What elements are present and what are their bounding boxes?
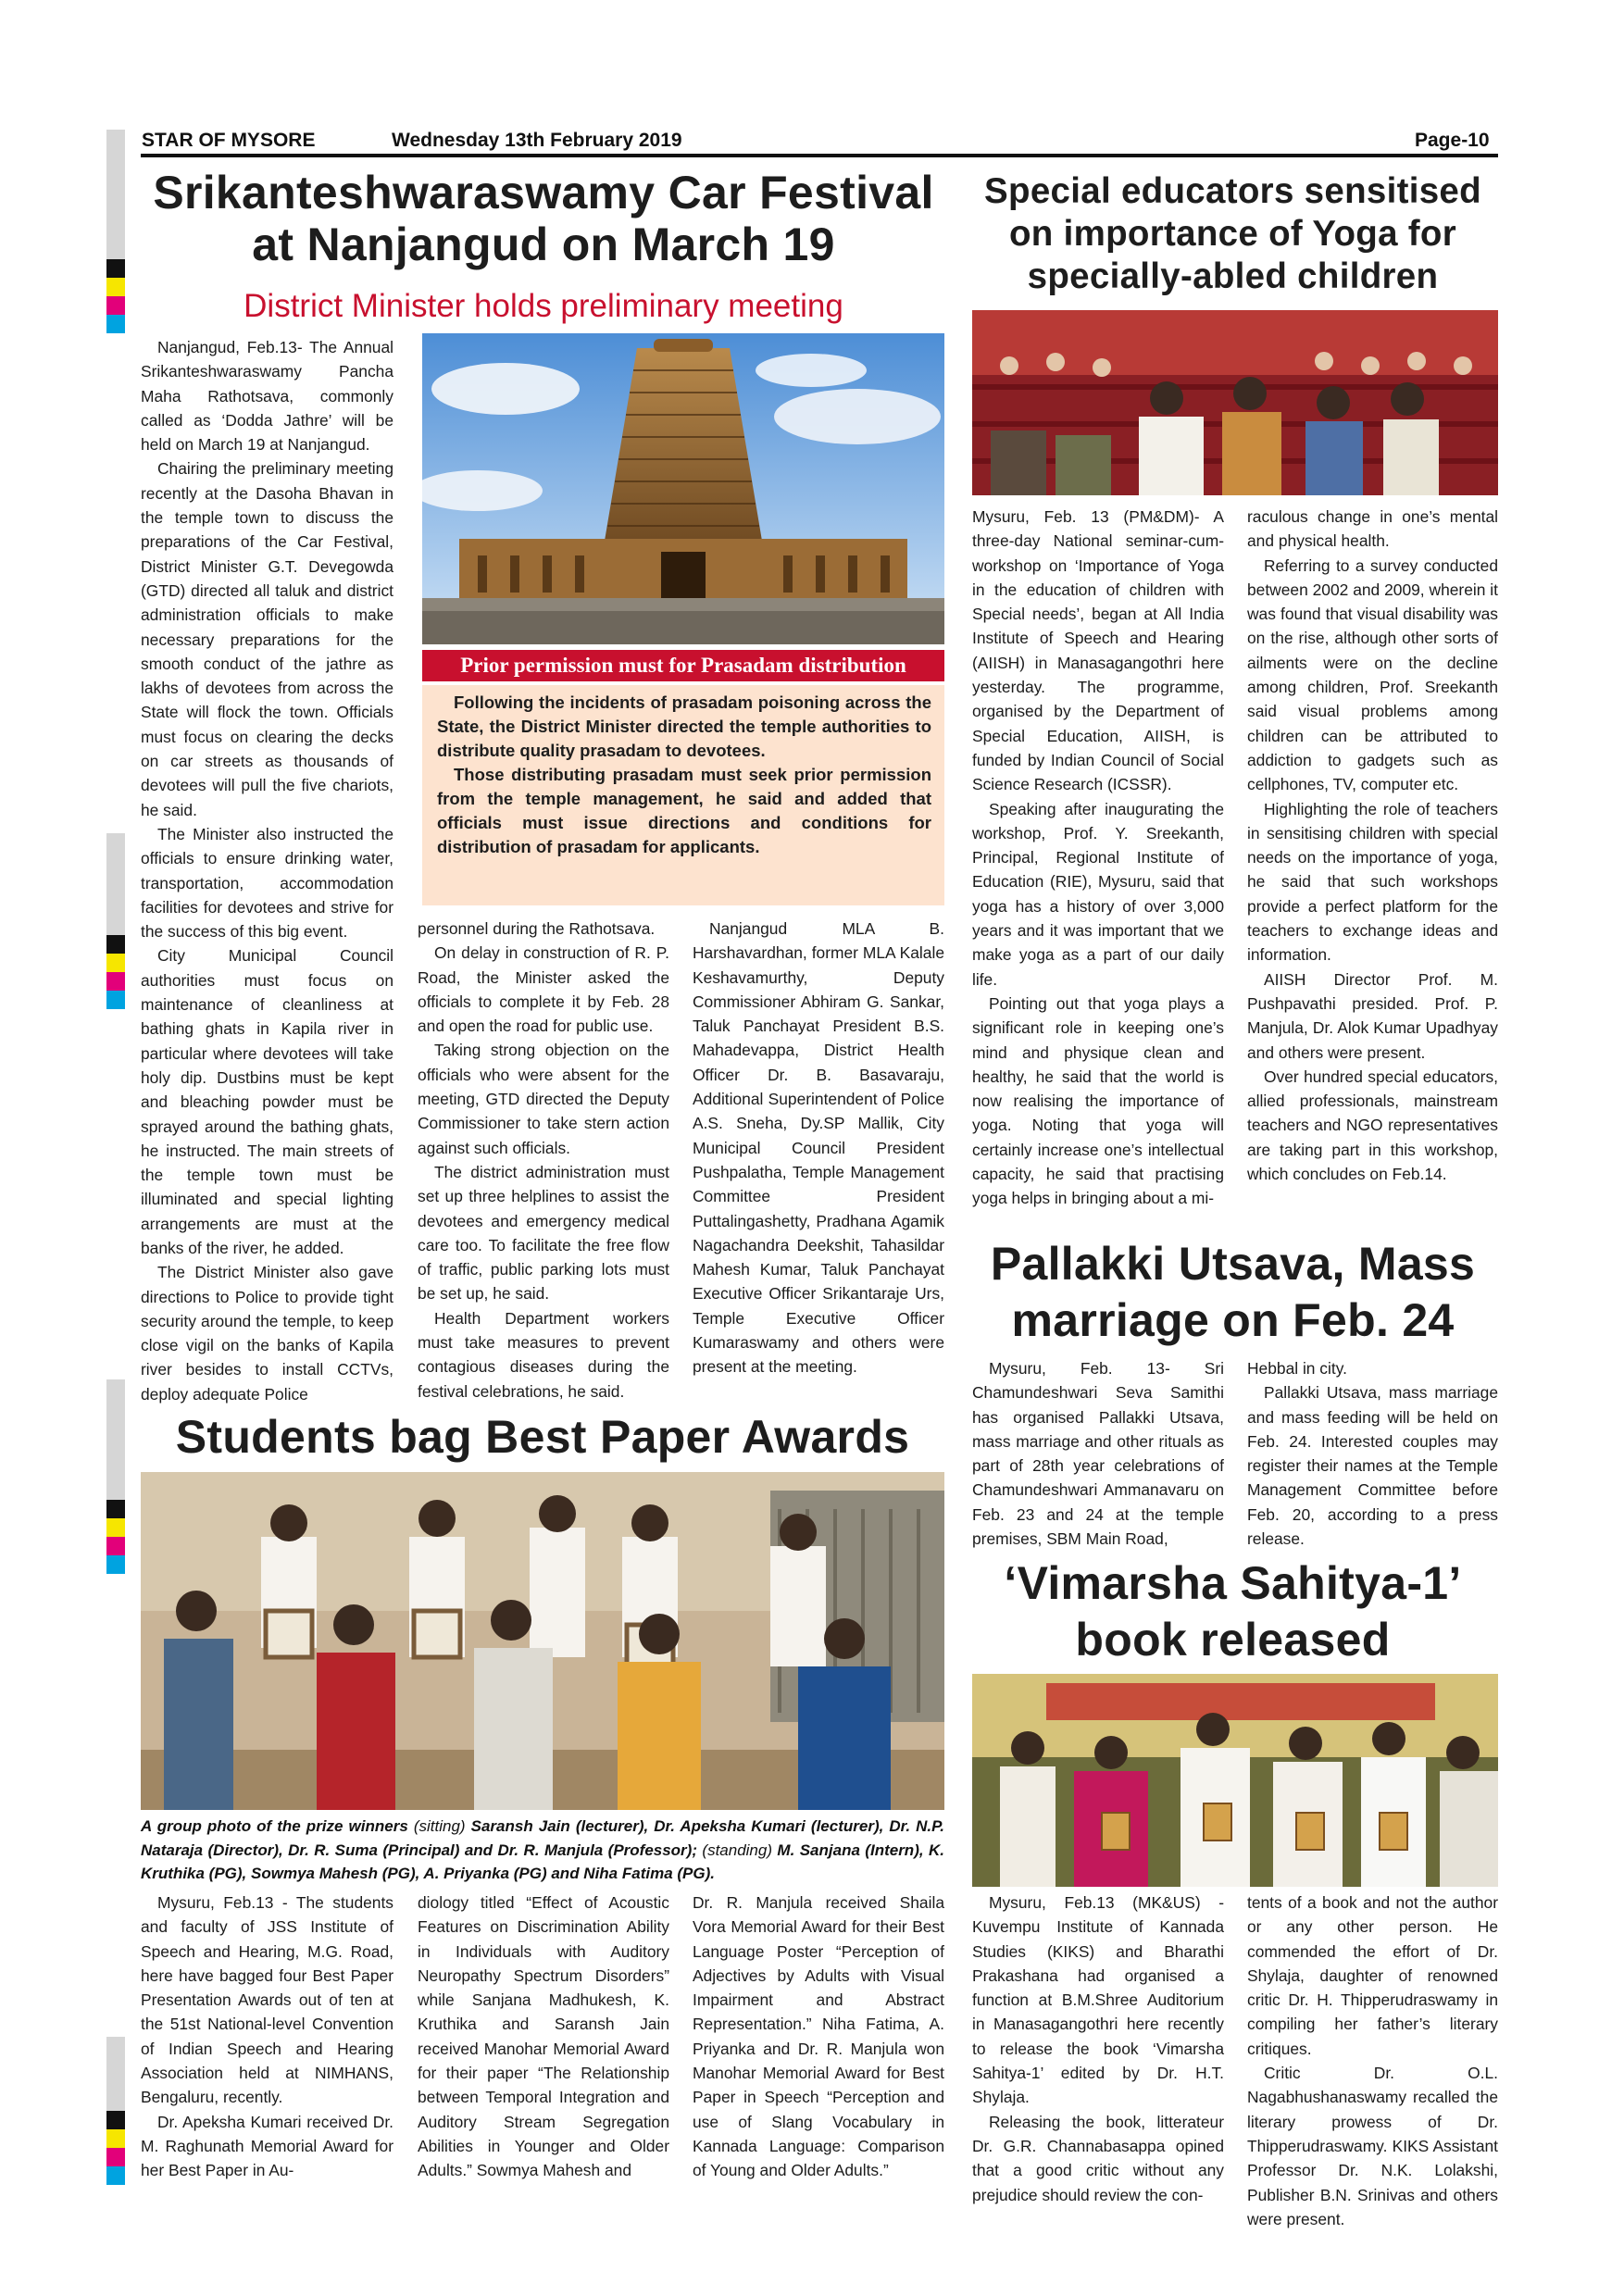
paragraph: Pointing out that yoga plays a significant role in keeping one’s mind and physique clean and healthy, he said that the world is now realising the importance of yoga. Noting that yoga will certainly increase one’s intellectual capacity, he said that practising yoga helps in bringing about a mi- — [972, 993, 1224, 1208]
paragraph: Dr. Apeksha Kumari received Dr. M. Raghunath Memorial Award for her Best Paper in Au- — [141, 2112, 394, 2180]
car-festival-headline — [141, 167, 946, 270]
yoga-col-1 — [972, 505, 1224, 1211]
caption-text: A group photo of the prize winners — [141, 1817, 414, 1835]
pallakki-headline — [968, 1236, 1498, 1349]
best-paper-col-3 — [693, 1890, 944, 2183]
paragraph: Mysuru, Feb.13 - The students and faculty of JSS Institute of Speech and Hearing, M.G. Road, here have bagged four Best Paper Presentation Awards out of ten at the 51st National-level Convention of Indian Speech and Hearing Association held at NIMHANS, Bengaluru, recently. — [141, 1893, 394, 2107]
headline-line: Pallakki Utsava, Mass — [990, 1238, 1476, 1290]
car-festival-col-1 — [141, 335, 394, 1406]
paragraph: Nanjangud MLA B. Harshavardhan, former MLA Kalale Keshavamurthy, Deputy Commissioner Abhiram G. Sankar, Taluk Panchayat President B.S. Mahadevappa, District Health Officer Dr. B. Basavaraju, Additional Superintendent of Police A.S. Sneha, Dy.SP Mallik, City Municipal Council President Pushpalatha, Temple Management Committee President Puttalingashetty, Pradhana Agamik Nagachandra Deekshit, Tahasildar Mahesh Kumar, Taluk Panchayat Executive Officer Srikantaraje Urs, Temple Executive Officer Kumaraswamy and others were present at the meeting. — [693, 919, 944, 1377]
box-paragraph: Following the incidents of prasadam poisoning across the State, the District Minister directed the temple authorities to distribute quality prasadam to devotees. — [437, 693, 931, 760]
prize-winners-group-photo — [141, 1472, 944, 1810]
headline-line: on importance of Yoga for — [1008, 214, 1457, 255]
pallakki-col-2 — [1247, 1356, 1498, 1551]
caption-text: M. Sanjana (Intern), K. Kruthika (PG), Sowmya Mahesh (PG), A. Priyanka (PG) and Niha Fatima (PG). — [141, 1841, 944, 1882]
paragraph: Chairing the preliminary meeting recently at the Dasoha Bhavan in the temple town to discuss the preparations of the Car Festival, District Minister G.T. Devegowda (GTD) directed all taluk and district administration officials to make necessary preparations for the smooth conduct of the jathre as lakhs of devotees from across the State will flock the town. Officials must focus on clearing the decks on car streets as thousands of devotees will pull the five chariots, he said. — [141, 459, 394, 819]
registration-strip — [106, 1379, 125, 1574]
box-paragraph: Those distributing prasadam must seek prior permission from the temple management, he said and added that officials must issue directions and conditions for distribution of prasadam for applicants. — [437, 765, 931, 856]
paragraph: Mysuru, Feb. 13 (PM&DM)- A three-day National seminar-cum-workshop on ‘Importance of Yoga in the education of children with Special needs’, began at All India Institute of Speech and Hearing (AIISH) in Manasagangothri here yesterday. The programme, organised by the Department of Special Education, AIISH, is funded by Indian Council of Social Science Research (ICSSR). — [972, 507, 1224, 794]
caption-text: (sitting) — [413, 1817, 466, 1835]
paragraph: Mysuru, Feb. 13- Sri Chamundeshwari Seva Samithi has organised Pallakki Utsava, mass marriage and other rituals as part of 28th year celebrations of Chamundeshwari Ammanavaru on Feb. 23 and 24 at the temple premises, SBM Main Road, — [972, 1359, 1224, 1549]
paragraph: The district administration must set up three helplines to assist the devotees and emergency medical care too. To facilitate the free flow of traffic, public parking lots must be set up, he said. — [418, 1162, 669, 1304]
headline-line: book released — [1075, 1614, 1391, 1666]
paragraph: The District Minister also gave directions to Police to provide tight security around the temple, to keep close vigil on the banks of Kapila river besides to install CCTVs, deploy adequate Police — [141, 1263, 394, 1404]
vimarsha-col-1 — [972, 1890, 1224, 2207]
paragraph: Hebbal in city. — [1247, 1359, 1347, 1378]
headline-line: Srikanteshwaraswamy Car Festival — [153, 167, 934, 218]
vimarsha-col-2 — [1247, 1890, 1498, 2231]
pallakki-col-1 — [972, 1356, 1224, 1551]
registration-strip — [106, 2037, 125, 2185]
paragraph: City Municipal Council authorities must focus on maintenance of cleanliness at bathing ghats in Kapila river in particular where devotees will take holy dip. Dustbins must be kept and bleaching powder must be sprayed around the bathing ghats, he instructed. The main streets of the temple town must be illuminated and special lighting arrangements are must at the banks of the river, he added. — [141, 946, 394, 1257]
paragraph: diology titled “Effect of Acoustic Features on Discrimination Ability in Individuals with Auditory Neuropathy Spectrum Disorders” while Sanjana Madhukesh, K. Kruthika and Saransh Jain received Manohar Memorial Award for their paper “The Relationship between Temporal Integration and Auditory Stream Segregation Abilities in Younger and Older Adults.” Sowmya Mahesh and — [418, 1893, 669, 2180]
group-photo-caption — [141, 1815, 944, 1886]
registration-strip — [106, 833, 125, 1009]
paragraph: Highlighting the role of teachers in sensitising children with special needs on the importance of yoga, he said that such workshops provide a perfect platform for the teachers to exchange ideas and information. — [1247, 799, 1498, 965]
vimarsha-headline — [968, 1555, 1498, 1668]
headline-line: marriage on Feb. 24 — [1011, 1294, 1455, 1346]
paragraph: Dr. R. Manjula received Shaila Vora Memorial Award for their Best Language Poster “Perception of Adjectives by Adults with Visual Impairment and Abstract Representation.” Niha Fatima, A. Priyanka and Dr. R. Manjula won Manohar Memorial Award for Best Paper in Speech “Perception and use of Slang Vocabulary in Kannada Language: Comparison of Young and Older Adults.” — [693, 1893, 944, 2180]
paragraph: Over hundred special educators, allied professionals, mainstream teachers and NGO representatives are taking part in this workshop, which concludes on Feb.14. — [1247, 1067, 1498, 1184]
caption-text: Saransh Jain (lecturer), Dr. Apeksha Kumari (lecturer), Dr. N.P. Nataraja (Director), Dr. R. Suma (Principal) and Dr. R. Manjula (Professor); — [141, 1817, 944, 1859]
yoga-headline — [968, 170, 1498, 299]
paragraph: AIISH Director Prof. M. Pushpavathi presided. Prof. P. Manjula, Dr. Alok Kumar Upadhyay and others were present. — [1247, 969, 1498, 1062]
headline-line: ‘Vimarsha Sahitya-1’ — [1004, 1557, 1462, 1609]
paragraph: Taking strong objection on the officials who were absent for the meeting, GTD directed the Deputy Commissioner to take stern action against such officials. — [418, 1041, 669, 1157]
headline-line: at Nanjangud on March 19 — [252, 218, 835, 270]
car-festival-subhead: District Minister holds preliminary meeting — [244, 288, 843, 324]
paragraph: tents of a book and not the author or any other person. He commended the effort of Dr. Shylaja, daughter of renowned critic Dr. H. Thipperudraswamy in compiling her father’s literary critiques. — [1247, 1893, 1498, 2058]
paragraph: Critic Dr. O.L. Nagabhushanaswamy recalled the literary prowess of Dr. Thipperudraswamy. KIKS Assistant Professor Dr. N.K. Lolakshi, Publisher B.N. Srinivas and others were present. — [1247, 2064, 1498, 2228]
paragraph: Health Department workers must take measures to prevent contagious diseases during the festival celebrations, he said. — [418, 1308, 669, 1401]
masthead-name: STAR OF MYSORE — [142, 130, 316, 151]
header-rule — [141, 154, 1498, 157]
page-number: Page-10 — [1415, 130, 1490, 151]
paragraph: Speaking after inaugurating the workshop, Prof. Y. Sreekanth, Principal, Regional Institute of Education (RIE), Mysuru, said that yoga has a history of over 3,000 years and it was important that we make yoga as a part of our daily life. — [972, 799, 1224, 989]
paragraph: Pallakki Utsava, mass marriage and mass feeding will be held on Feb. 24. Interested couples may register their names at the Temple Management Committee before Feb. 20, according to a press release. — [1247, 1383, 1498, 1549]
paragraph: personnel during the Rathotsava. — [418, 919, 656, 938]
paragraph: Releasing the book, litterateur Dr. G.R. Channabasappa opined that a good critic without any prejudice should review the con- — [972, 2112, 1224, 2204]
book-release-photo — [972, 1674, 1498, 1887]
yoga-seminar-photo — [972, 310, 1498, 495]
paragraph: The Minister also instructed the officials to ensure drinking water, transportation, accommodation facilities for devotees and strive for the success of this big event. — [141, 824, 394, 942]
caption-text: (standing) — [702, 1841, 773, 1859]
car-festival-col-2 — [418, 917, 669, 1404]
car-festival-col-3 — [693, 917, 944, 1379]
paragraph: Mysuru, Feb.13 (MK&US) - Kuvempu Institute of Kannada Studies (KIKS) and Bharathi Prakashana had organised a function at B.M.Shree Auditorium in Manasagangothri here recently to release the book ‘Vimarsha Sahitya-1’ edited by Dr. H.T. Shylaja. — [972, 1893, 1224, 2107]
prasadam-box — [422, 685, 944, 905]
prasadam-box-title: Prior permission must for Prasadam distribution — [422, 650, 944, 681]
best-paper-col-2 — [418, 1890, 669, 2183]
issue-date: Wednesday 13th February 2019 — [392, 130, 682, 151]
yoga-col-2 — [1247, 505, 1498, 1186]
paragraph: On delay in construction of R. P. Road, the Minister asked the officials to complete it by Feb. 28 and open the road for public use. — [418, 943, 669, 1036]
best-paper-col-1 — [141, 1890, 394, 2183]
headline-line: Special educators sensitised — [984, 171, 1481, 211]
registration-strip — [106, 130, 125, 333]
best-paper-headline: Students bag Best Paper Awards — [175, 1411, 910, 1463]
paragraph: raculous change in one’s mental and physical health. — [1247, 507, 1498, 551]
temple-gopura-photo — [422, 333, 944, 644]
headline-line: specially-abled children — [1027, 256, 1439, 297]
paragraph: Nanjangud, Feb.13- The Annual Srikanteshwaraswamy Pancha Maha Rathotsava, commonly called as ‘Dodda Jathre’ will be held on March 19 at Nanjangud. — [141, 338, 394, 455]
paragraph: Referring to a survey conducted between 2002 and 2009, wherein it was found that visual disability was on the rise, although other sorts of ailments were on the decline among children, Prof. Sreekanth said visual problems among children can be attributed to addiction to gadgets such as cellphones, TV, computer etc. — [1247, 555, 1498, 794]
